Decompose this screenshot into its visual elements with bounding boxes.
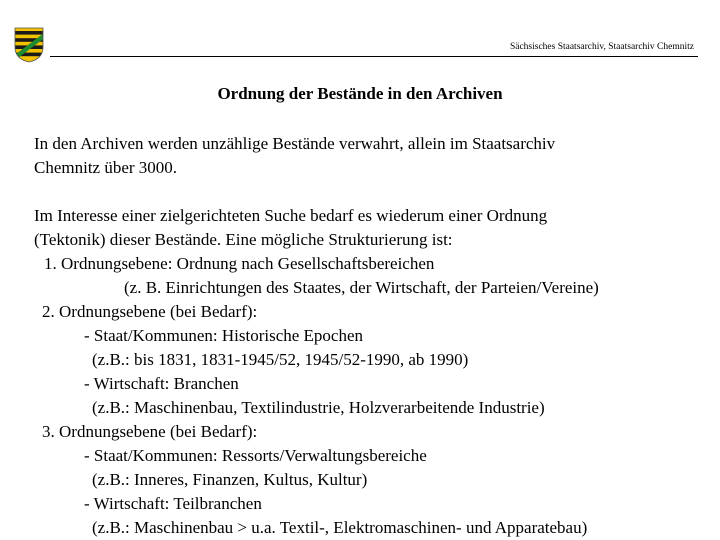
level-3-item: - Staat/Kommunen: Ressorts/Verwaltungsbereiche <box>84 446 427 465</box>
level-1-example: (z. B. Einrichtungen des Staates, der Wirtschaft, der Parteien/Vereine) <box>124 278 599 297</box>
level-2-heading: 2. Ordnungsebene (bei Bedarf): <box>42 302 258 321</box>
structure-description <box>34 204 599 540</box>
text-line: (Tektonik) dieser Bestände. Eine mögliche Strukturierung ist: <box>34 230 453 249</box>
header-institution: Sächsisches Staatsarchiv, Staatsarchiv Chemnitz <box>509 42 694 52</box>
level-1-heading: 1. Ordnungsebene: Ordnung nach Gesellschaftsbereichen <box>44 254 435 273</box>
level-2-item: - Staat/Kommunen: Historische Epochen <box>84 326 364 345</box>
level-2-example: (z.B.: bis 1831, 1831-1945/52, 1945/52-1990, ab 1990) <box>92 350 469 369</box>
level-3-item: - Wirtschaft: Teilbranchen <box>84 494 262 513</box>
saxony-coat-of-arms-icon <box>14 27 44 63</box>
level-2-example: (z.B.: Maschinenbau, Textilindustrie, Holzverarbeitende Industrie) <box>92 398 545 417</box>
level-3-example: (z.B.: Maschinenbau > u.a. Textil-, Elektromaschinen- und Apparatebau) <box>92 518 588 537</box>
level-3-heading: 3. Ordnungsebene (bei Bedarf): <box>42 422 258 441</box>
header-divider <box>50 56 698 57</box>
text-line: Chemnitz über 3000. <box>34 158 178 177</box>
level-2-item: - Wirtschaft: Branchen <box>84 374 239 393</box>
text-line: In den Archiven werden unzählige Bestände verwahrt, allein im Staatsarchiv <box>34 134 556 153</box>
text-line: Im Interesse einer zielgerichteten Suche bedarf es wiederum einer Ordnung <box>34 206 548 225</box>
intro-paragraph <box>34 132 555 180</box>
page-title: Ordnung der Bestände in den Archiven <box>217 84 503 103</box>
level-3-example: (z.B.: Inneres, Finanzen, Kultus, Kultur) <box>92 470 368 489</box>
